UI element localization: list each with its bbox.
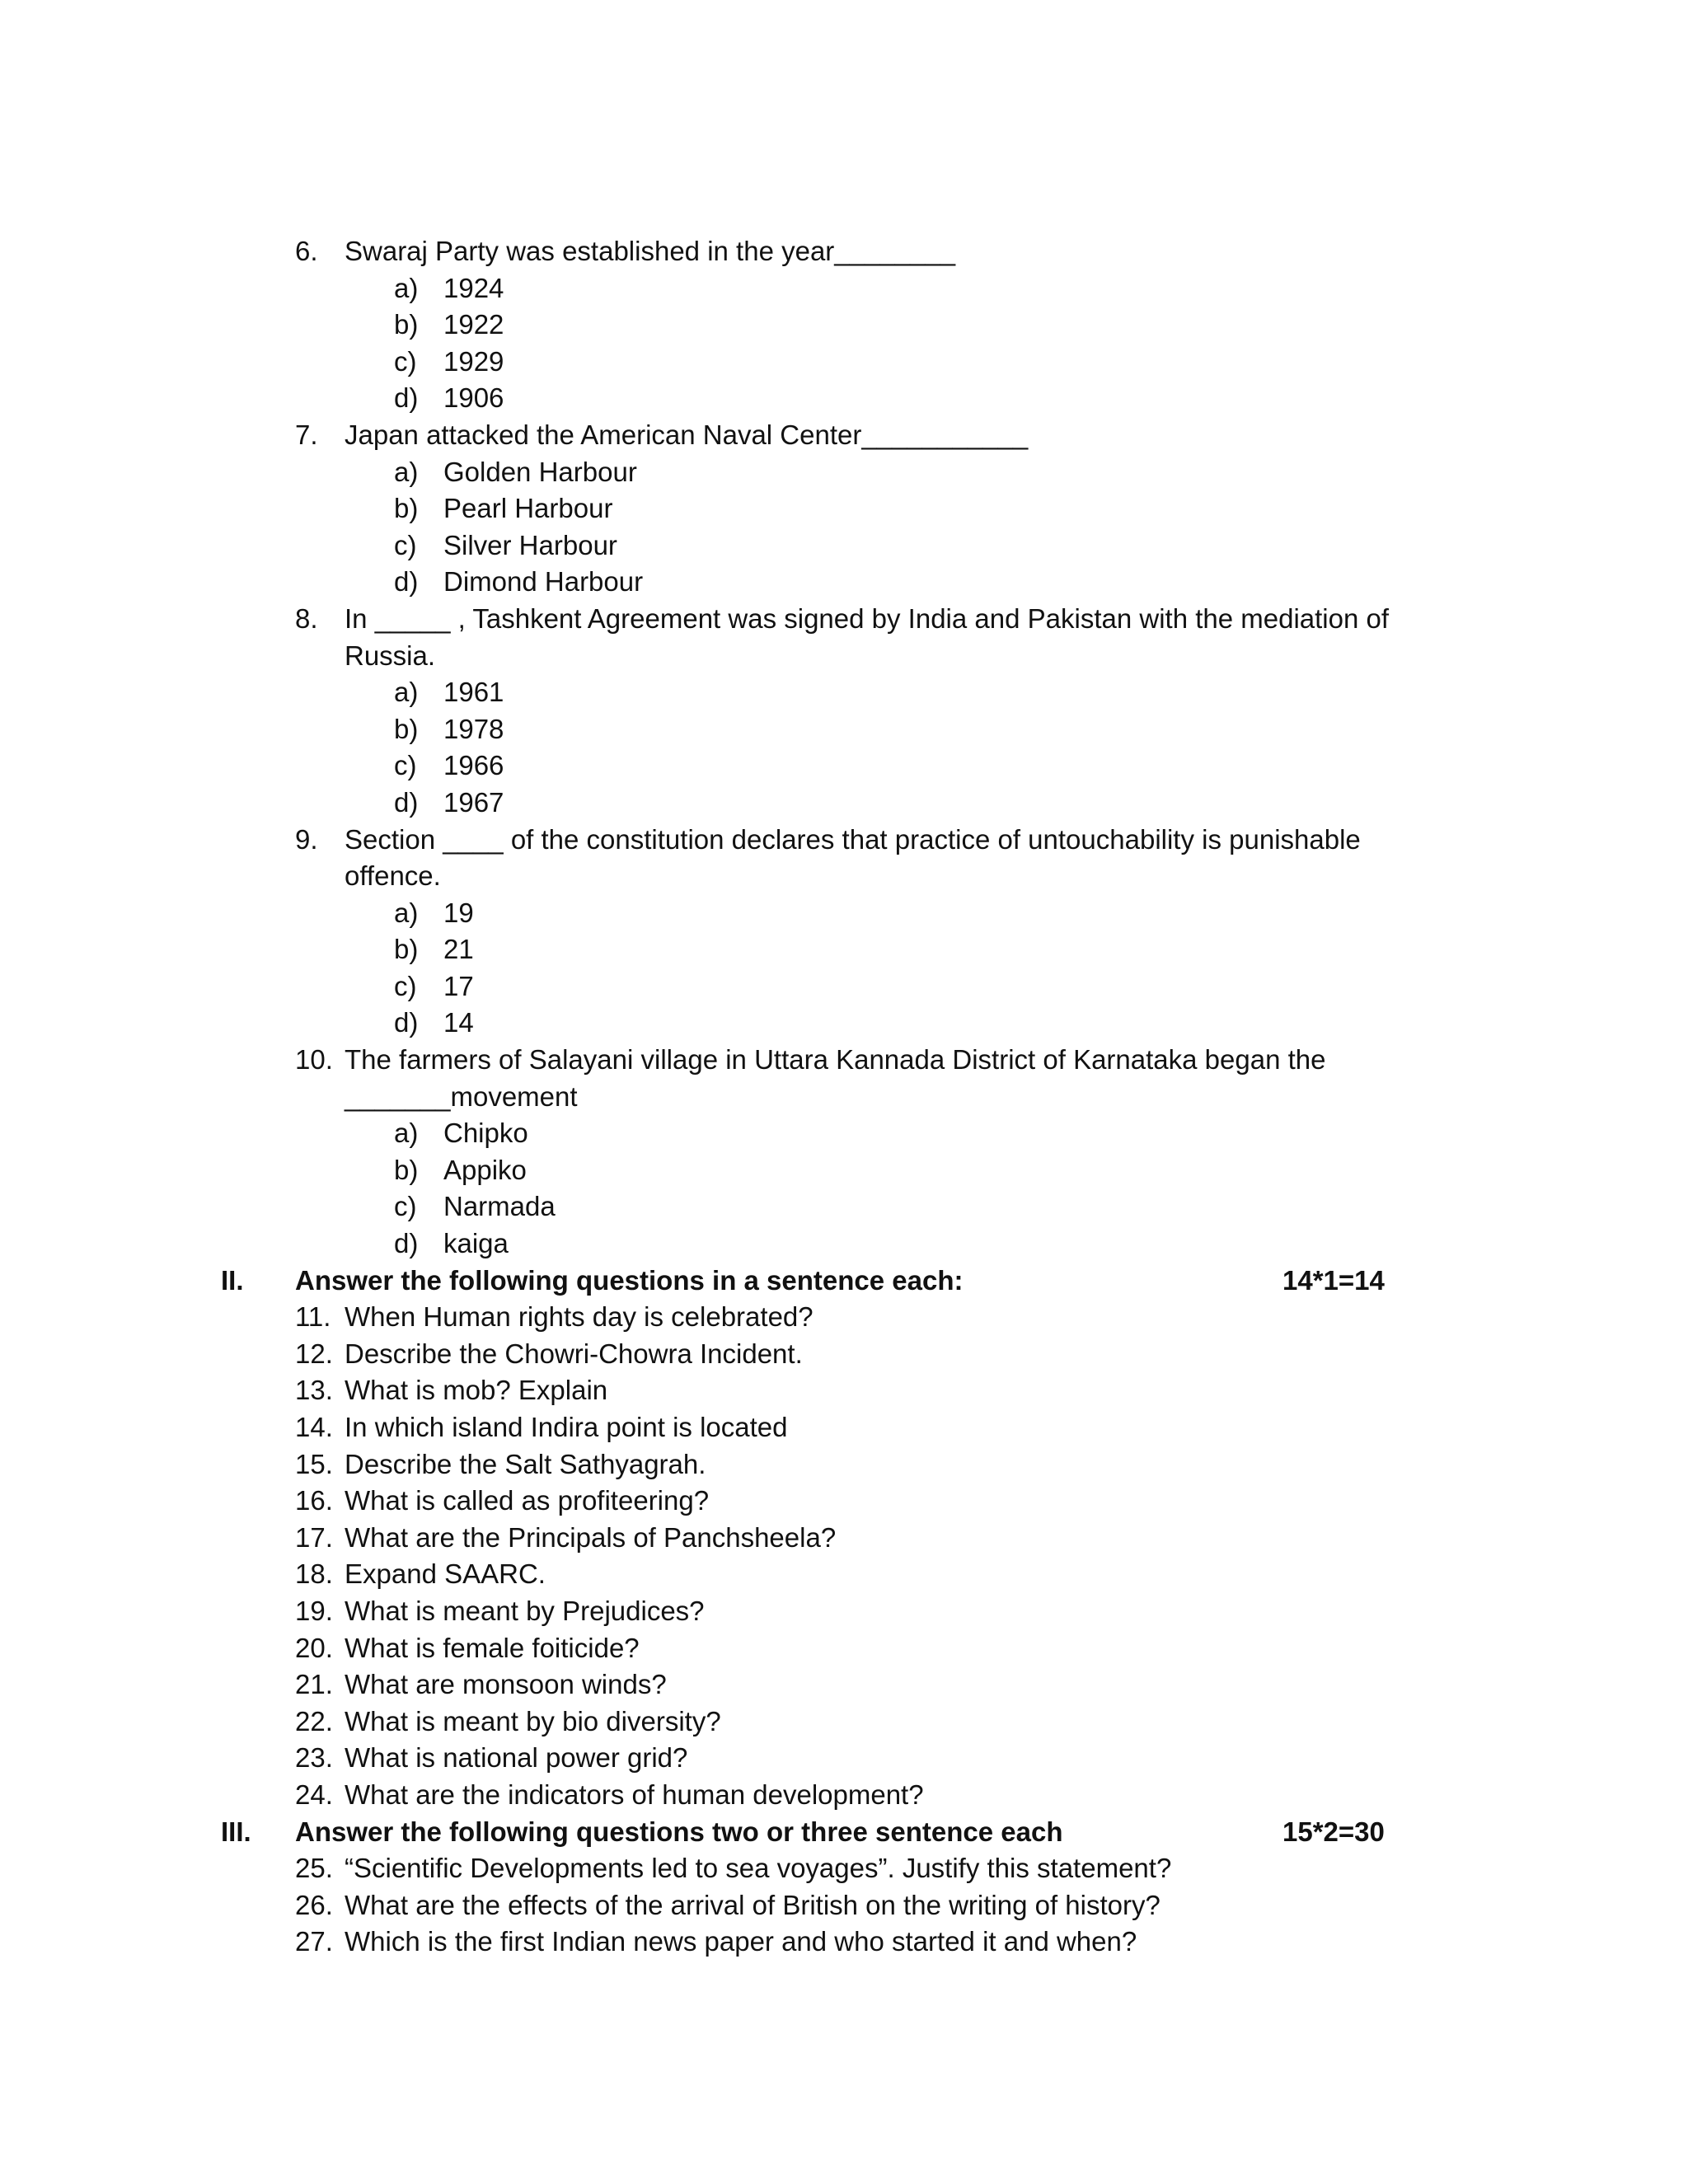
option-letter: d) bbox=[394, 1228, 419, 1259]
option-letter: a) bbox=[394, 1118, 419, 1149]
option-letter: b) bbox=[394, 934, 419, 965]
question-text: Describe the Salt Sathyagrah. bbox=[345, 1448, 706, 1479]
option-item bbox=[0, 454, 1688, 491]
option-item bbox=[0, 527, 1688, 565]
question-line bbox=[0, 1336, 1688, 1373]
option-text: 1924 bbox=[443, 272, 504, 303]
section-title: Answer the following questions in a sentence each: bbox=[295, 1264, 964, 1296]
question-number: 23. bbox=[295, 1742, 333, 1774]
question-number: 22. bbox=[295, 1705, 333, 1736]
question-line bbox=[0, 1850, 1688, 1887]
question-text: Swaraj Party was established in the year________ bbox=[345, 236, 956, 266]
option-letter: b) bbox=[394, 309, 419, 340]
option-text: Chipko bbox=[443, 1118, 528, 1149]
question-number: 13. bbox=[295, 1375, 333, 1406]
option-item bbox=[0, 931, 1688, 968]
option-text: 1922 bbox=[443, 309, 504, 340]
question-number: 21. bbox=[295, 1669, 333, 1700]
question-text: What are the Principals of Panchsheela? bbox=[345, 1521, 837, 1553]
section-heading bbox=[0, 1263, 1688, 1300]
question-number: 25. bbox=[295, 1853, 333, 1884]
question-number: 26. bbox=[295, 1889, 333, 1920]
option-item bbox=[0, 1188, 1688, 1226]
question-text: “Scientific Developments led to sea voyages”. Justify this statement? bbox=[345, 1853, 1172, 1884]
option-item bbox=[0, 1005, 1688, 1042]
question-number: 10. bbox=[295, 1044, 333, 1076]
option-letter: c) bbox=[394, 970, 417, 1001]
option-letter: d) bbox=[394, 382, 419, 414]
option-text: 21 bbox=[443, 934, 474, 965]
option-item bbox=[0, 748, 1688, 785]
option-item bbox=[0, 711, 1688, 748]
question-number: 11. bbox=[295, 1301, 331, 1333]
question-text: Which is the first Indian news paper and who started it and when? bbox=[345, 1926, 1137, 1957]
question-number: 18. bbox=[295, 1558, 333, 1590]
question-number: 15. bbox=[295, 1448, 333, 1479]
option-item bbox=[0, 674, 1688, 711]
question-line bbox=[0, 1593, 1688, 1630]
option-letter: d) bbox=[394, 786, 419, 818]
option-item bbox=[0, 1115, 1688, 1152]
section-marks: 15*2=30 bbox=[1282, 1816, 1385, 1847]
question-line bbox=[0, 1446, 1688, 1483]
option-letter: a) bbox=[394, 456, 419, 487]
question-number: 16. bbox=[295, 1485, 333, 1516]
option-text: 1961 bbox=[443, 677, 504, 708]
question-line bbox=[0, 822, 1688, 859]
option-letter: b) bbox=[394, 493, 419, 524]
question-text: What is mob? Explain bbox=[345, 1375, 608, 1406]
option-text: Dimond Harbour bbox=[443, 566, 644, 598]
question-number: 6. bbox=[295, 236, 318, 266]
option-letter: a) bbox=[394, 897, 419, 928]
option-item bbox=[0, 344, 1688, 381]
question-text: What are the effects of the arrival of British on the writing of history? bbox=[345, 1889, 1160, 1920]
question-line bbox=[0, 1483, 1688, 1520]
question-line bbox=[0, 1520, 1688, 1557]
option-item bbox=[0, 1152, 1688, 1189]
question-line bbox=[0, 1666, 1688, 1704]
option-text: kaiga bbox=[443, 1228, 509, 1259]
option-letter: b) bbox=[394, 1154, 419, 1185]
question-text: Russia. bbox=[345, 640, 436, 671]
question-line bbox=[0, 601, 1688, 638]
question-text: Section ____ of the constitution declares that practice of untouchability is punishable bbox=[345, 823, 1361, 855]
option-text: Silver Harbour bbox=[443, 529, 617, 560]
option-text: 1929 bbox=[443, 345, 504, 377]
question-line bbox=[0, 1409, 1688, 1446]
section-heading bbox=[0, 1814, 1688, 1851]
question-text: What is called as profiteering? bbox=[345, 1485, 710, 1516]
option-item bbox=[0, 307, 1688, 344]
question-number: 9. bbox=[295, 823, 318, 855]
question-line bbox=[0, 1740, 1688, 1777]
question-text: Describe the Chowri-Chowra Incident. bbox=[345, 1338, 803, 1369]
question-text: offence. bbox=[345, 860, 441, 892]
option-item bbox=[0, 785, 1688, 822]
option-letter: d) bbox=[394, 1007, 419, 1038]
question-number: 19. bbox=[295, 1595, 333, 1626]
question-number: 8. bbox=[295, 602, 318, 634]
question-text: Japan attacked the American Naval Center___________ bbox=[345, 419, 1029, 450]
option-text: 1906 bbox=[443, 382, 504, 414]
question-number: 24. bbox=[295, 1779, 333, 1810]
question-line-continued bbox=[0, 858, 1688, 895]
option-letter: c) bbox=[394, 750, 417, 781]
option-item bbox=[0, 564, 1688, 601]
option-text: 19 bbox=[443, 897, 474, 928]
question-line-continued bbox=[0, 638, 1688, 675]
question-text: What is national power grid? bbox=[345, 1742, 688, 1774]
option-item bbox=[0, 895, 1688, 932]
option-letter: c) bbox=[394, 345, 417, 377]
option-letter: b) bbox=[394, 713, 419, 744]
question-number: 7. bbox=[295, 419, 318, 450]
option-text: 1978 bbox=[443, 713, 504, 744]
option-text: 17 bbox=[443, 970, 474, 1001]
question-line bbox=[0, 1887, 1688, 1924]
question-number: 20. bbox=[295, 1632, 333, 1663]
question-text: What are the indicators of human development? bbox=[345, 1779, 924, 1810]
section-number: III. bbox=[221, 1816, 251, 1847]
question-line bbox=[0, 1372, 1688, 1409]
question-line bbox=[0, 233, 1688, 270]
question-number: 12. bbox=[295, 1338, 333, 1369]
option-item bbox=[0, 968, 1688, 1005]
option-letter: d) bbox=[394, 566, 419, 598]
option-letter: a) bbox=[394, 272, 419, 303]
option-text: Pearl Harbour bbox=[443, 493, 613, 524]
option-text: 1966 bbox=[443, 750, 504, 781]
option-item bbox=[0, 270, 1688, 307]
question-text: Expand SAARC. bbox=[345, 1558, 546, 1590]
section-title: Answer the following questions two or three sentence each bbox=[295, 1816, 1063, 1847]
question-line bbox=[0, 1777, 1688, 1814]
option-item bbox=[0, 490, 1688, 527]
question-text: What is meant by Prejudices? bbox=[345, 1595, 705, 1626]
option-item bbox=[0, 380, 1688, 417]
question-number: 17. bbox=[295, 1521, 333, 1553]
question-text: What is female foiticide? bbox=[345, 1632, 640, 1663]
option-text: 1967 bbox=[443, 786, 504, 818]
option-text: Golden Harbour bbox=[443, 456, 637, 487]
question-line bbox=[0, 417, 1688, 454]
option-letter: a) bbox=[394, 677, 419, 708]
question-number: 14. bbox=[295, 1412, 333, 1442]
question-text: In which island Indira point is located bbox=[345, 1412, 788, 1442]
option-letter: c) bbox=[394, 1191, 417, 1222]
question-line bbox=[0, 1042, 1688, 1079]
option-text: Narmada bbox=[443, 1191, 556, 1222]
question-line bbox=[0, 1924, 1688, 1961]
question-text: What are monsoon winds? bbox=[345, 1669, 667, 1700]
question-text: In _____ , Tashkent Agreement was signed by India and Pakistan with the mediation of bbox=[345, 602, 1390, 634]
question-text: What is meant by bio diversity? bbox=[345, 1705, 721, 1736]
option-item bbox=[0, 1226, 1688, 1263]
section-number: II. bbox=[221, 1264, 244, 1296]
question-text: When Human rights day is celebrated? bbox=[345, 1301, 814, 1333]
question-line bbox=[0, 1630, 1688, 1667]
question-line bbox=[0, 1556, 1688, 1593]
option-letter: c) bbox=[394, 529, 417, 560]
question-text: The farmers of Salayani village in Uttara Kannada District of Karnataka began the bbox=[345, 1044, 1326, 1076]
question-line bbox=[0, 1704, 1688, 1741]
option-text: 14 bbox=[443, 1007, 474, 1038]
question-text: _______movement bbox=[345, 1080, 578, 1112]
question-line bbox=[0, 1299, 1688, 1336]
option-text: Appiko bbox=[443, 1154, 527, 1185]
section-marks: 14*1=14 bbox=[1282, 1264, 1385, 1296]
question-line-continued bbox=[0, 1079, 1688, 1116]
question-list bbox=[0, 233, 1688, 1961]
question-number: 27. bbox=[295, 1926, 333, 1957]
